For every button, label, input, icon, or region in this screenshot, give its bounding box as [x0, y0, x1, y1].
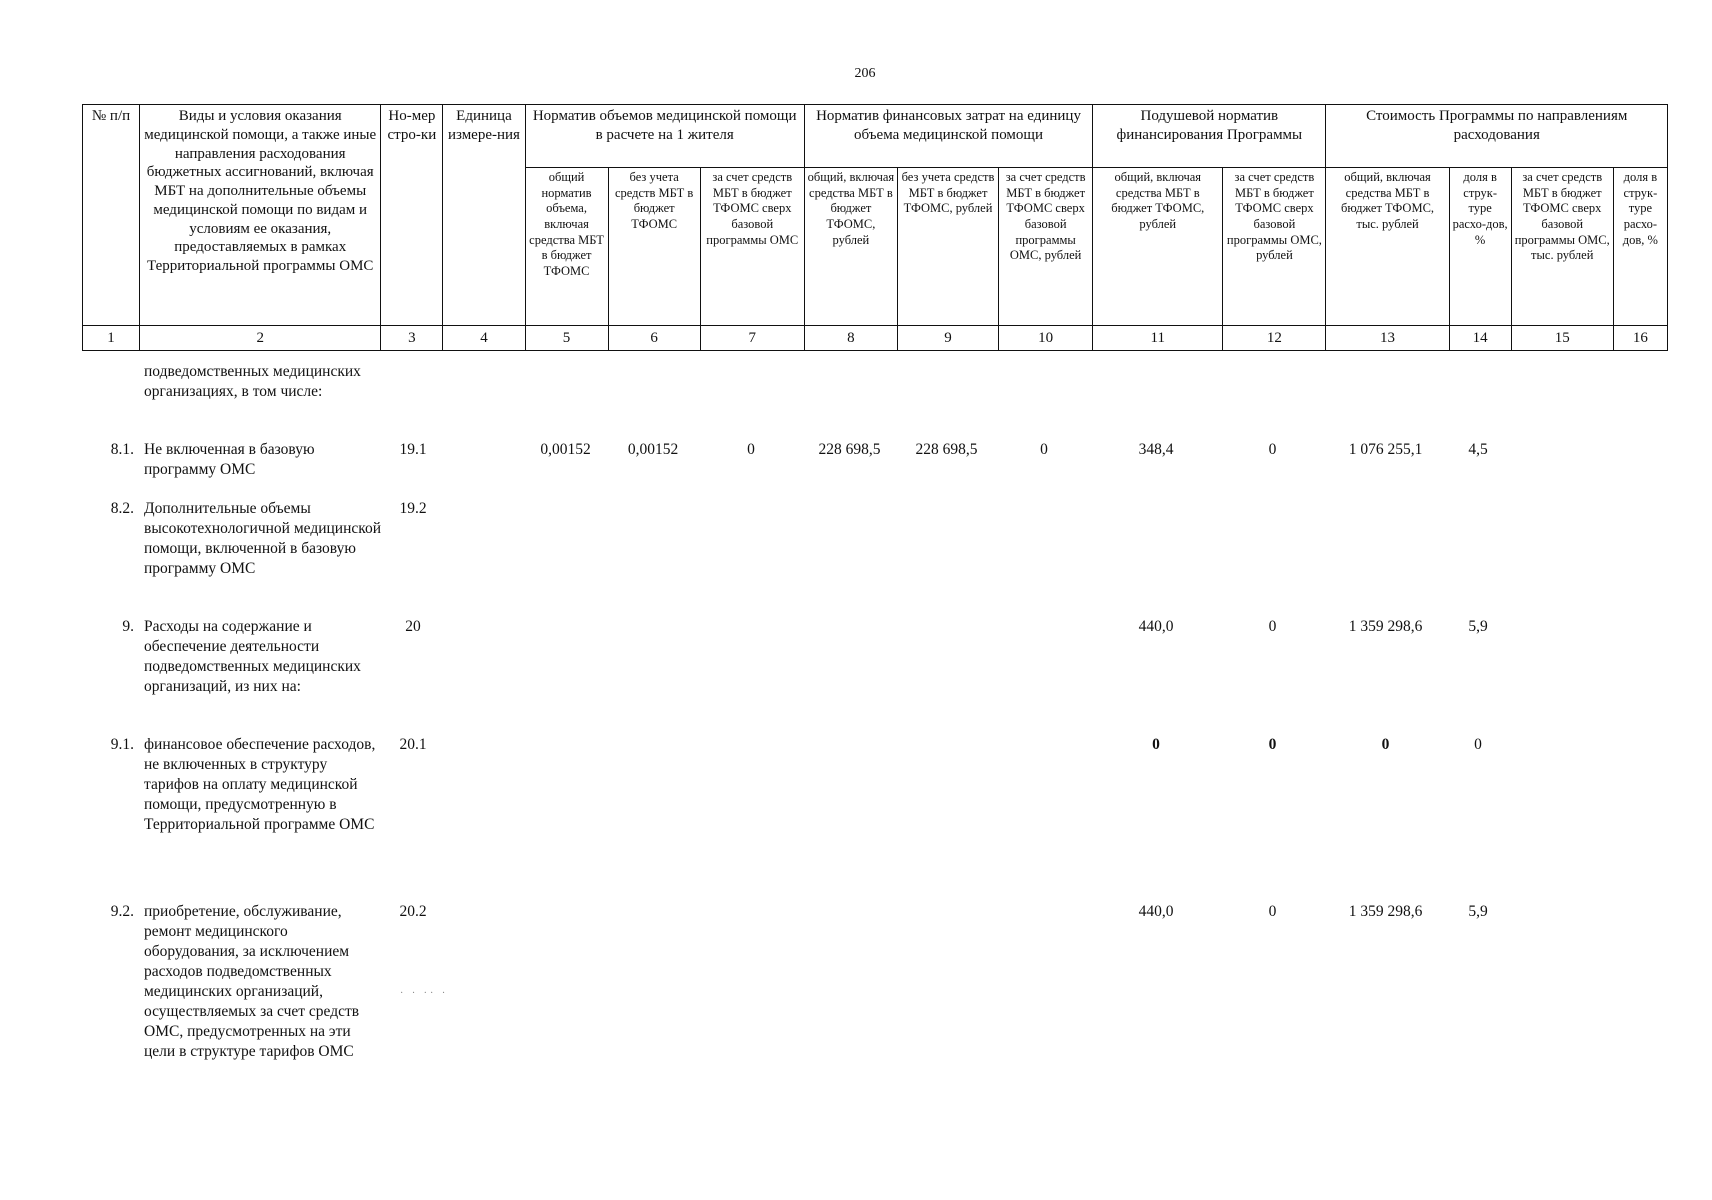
row-text: подведомственных медицинских организациях, в том числе: [144, 363, 361, 400]
page-number: 206 [854, 66, 876, 81]
col-num: 5 [525, 326, 608, 351]
col-num: 7 [700, 326, 804, 351]
header-group-program: Стоимость Программы по направлениям расходования [1326, 105, 1668, 168]
header-unit: Единица измере-ния [443, 105, 525, 326]
header-sub9: без учета средств МБТ в бюджет ТФОМС, рублей [897, 168, 998, 326]
col-num: 1 [83, 326, 140, 351]
row-v5: 0,00152 [540, 441, 591, 458]
header-sub13: общий, включая средства МБТ в бюджет ТФОМС, тыс. рублей [1326, 168, 1449, 326]
header-group-volume: Норматив объемов медицинской помощи в расчете на 1 жителя [525, 105, 804, 168]
row-v12: 0 [1268, 903, 1277, 920]
row-v12: 0 [1268, 441, 1277, 458]
row-v12: 0 [1268, 736, 1277, 753]
row-text: Расходы на содержание и обеспечение деятельности подведомственных медицинских организаций, из них на: [144, 618, 361, 695]
header-sub10: за счет средств МБТ в бюджет ТФОМС сверх базовой программы ОМС, рублей [999, 168, 1093, 326]
row-text: финансовое обеспечение расходов, не включенных в структуру тарифов на оплату медицинской помощи, предусмотренную в Территориальной программе ОМС [144, 736, 376, 833]
row-line: 19.1 [399, 441, 427, 458]
col-num: 11 [1093, 326, 1223, 351]
row-v13: 1 076 255,1 [1348, 441, 1423, 458]
row-line: 20.1 [399, 736, 427, 753]
row-line: 19.2 [399, 500, 427, 517]
col-num: 15 [1511, 326, 1613, 351]
header-sub8: общий, включая средства МБТ в бюджет ТФОМС, рублей [804, 168, 897, 326]
col-num: 4 [443, 326, 525, 351]
col-num: 13 [1326, 326, 1449, 351]
col-num: 10 [999, 326, 1093, 351]
row-v14: 5,9 [1468, 618, 1488, 635]
table-header [82, 104, 1668, 351]
scan-artifact: · · ·· · [400, 988, 449, 999]
col-num: 12 [1223, 326, 1326, 351]
row-text: Не включенная в базовую программу ОМС [144, 441, 315, 478]
row-v11: 348,4 [1138, 441, 1174, 458]
row-v11: 0 [1152, 736, 1160, 753]
header-sub16: доля в струк-туре расхо-дов, % [1613, 168, 1667, 326]
row-v13: 1 359 298,6 [1348, 618, 1423, 635]
header-sub7: за счет средств МБТ в бюджет ТФОМС сверх базовой программы ОМС [700, 168, 804, 326]
row-v14: 4,5 [1468, 441, 1488, 458]
row-line: 20.2 [399, 903, 427, 920]
header-sub14: доля в струк-туре расхо-дов, % [1449, 168, 1511, 326]
row-number: 9. [122, 618, 134, 635]
row-text: приобретение, обслуживание, ремонт медицинского оборудования, за исключением расходов подведомственных медицинских организаций, осуществляемых за счет средств ОМС, предусмотренных на эти цели в структуре тарифов ОМС [144, 903, 360, 1060]
col-num: 3 [381, 326, 443, 351]
row-v13: 0 [1381, 736, 1390, 753]
row-v9: 228 698,5 [915, 441, 978, 458]
row-v10: 0 [1040, 441, 1048, 458]
row-v11: 440,0 [1138, 903, 1174, 920]
row-v13: 1 359 298,6 [1348, 903, 1423, 920]
header-sub12: за счет средств МБТ в бюджет ТФОМС сверх базовой программы ОМС, рублей [1223, 168, 1326, 326]
row-v14: 5,9 [1468, 903, 1488, 920]
header-group-cost: Норматив финансовых затрат на единицу объема медицинской помощи [804, 105, 1092, 168]
row-text: Дополнительные объемы высокотехнологичной медицинской помощи, включенной в базовую программу ОМС [144, 500, 382, 577]
row-v6: 0,00152 [627, 441, 679, 458]
header-sub15: за счет средств МБТ в бюджет ТФОМС сверх базовой программы ОМС, тыс. рублей [1511, 168, 1613, 326]
header-sub11: общий, включая средства МБТ в бюджет ТФОМС, рублей [1093, 168, 1223, 326]
row-line: 20 [405, 618, 421, 635]
col-num: 8 [804, 326, 897, 351]
row-v7: 0 [747, 441, 755, 458]
col-num: 2 [140, 326, 381, 351]
header-types: Виды и условия оказания медицинской помощи, а также иные направления расходования бюджетных ассигнований, включая МБТ на дополнительные объемы медицинской помощи по видам и условиям ее оказания, предоставляемых в рамках Территориальной программы ОМС [140, 105, 381, 326]
row-number: 9.2. [110, 903, 134, 920]
row-number: 9.1. [110, 736, 134, 753]
row-v11: 440,0 [1138, 618, 1174, 635]
row-number: 8.1. [110, 441, 134, 458]
row-v8: 228 698,5 [818, 441, 881, 458]
header-no: № п/п [83, 105, 140, 326]
col-num: 14 [1449, 326, 1511, 351]
col-num: 9 [897, 326, 998, 351]
row-v14: 0 [1474, 736, 1482, 753]
row-number: 8.2. [110, 500, 134, 517]
col-num: 16 [1613, 326, 1667, 351]
header-sub6: без учета средств МБТ в бюджет ТФОМС [608, 168, 700, 326]
header-group-capita: Подушевой норматив финансирования Программы [1093, 105, 1326, 168]
row-v12: 0 [1268, 618, 1277, 635]
header-line: Но-мер стро-ки [381, 105, 443, 326]
col-num: 6 [608, 326, 700, 351]
header-sub5: общий норматив объема, включая средства МБТ в бюджет ТФОМС [525, 168, 608, 326]
